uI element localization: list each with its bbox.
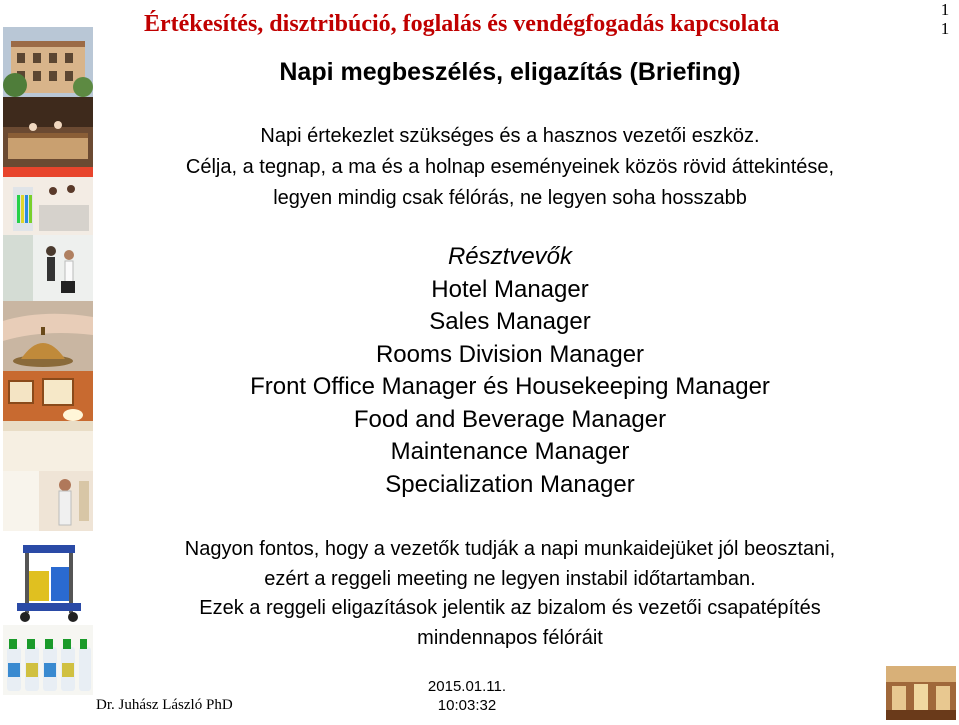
closing-line: Nagyon fontos, hogy a vezetők tudják a napi munkaidejüket jól beosztani, — [184, 538, 836, 560]
intro-paragraph — [100, 121, 920, 214]
hotel-photo-strip — [3, 27, 93, 697]
front-desk-photo — [3, 167, 93, 236]
participant-item: Hotel Manager — [431, 275, 589, 303]
intro-line: legyen mindig csak félórás, ne legyen soha hosszabb — [273, 187, 747, 209]
slide-time: 10:03:32 — [437, 697, 497, 714]
author-name: Dr. Juhász László PhD — [96, 697, 233, 713]
page-number — [938, 0, 952, 38]
closing-line: Ezek a reggeli eligazítások jelentik az bizalom és vezetői csapatépítés — [199, 597, 821, 619]
participant-item: Food and Beverage Manager — [353, 405, 667, 433]
participant-item: Rooms Division Manager — [375, 340, 645, 368]
intro-line: Célja, a tegnap, a ma és a holnap eseményeinek közös rövid áttekintése, — [185, 156, 835, 178]
participants-list — [100, 241, 920, 501]
hotel-room-photo — [3, 371, 93, 472]
page-number-line: 1 — [940, 19, 950, 38]
housekeeper-photo — [3, 471, 93, 532]
intro-line: Napi értekezlet szükséges és a hasznos vezetői eszköz. — [260, 125, 760, 147]
page-number-line: 1 — [940, 0, 950, 19]
service-bell-photo — [3, 301, 93, 372]
cleaning-products-photo — [3, 625, 93, 695]
closing-line: ezért a reggeli meeting ne legyen instabil időtartamban. — [264, 567, 756, 590]
participant-item: Front Office Manager és Housekeeping Manager — [250, 373, 770, 400]
participant-item: Specialization Manager — [385, 470, 635, 498]
hotel-lobby-photo — [886, 666, 956, 720]
participants-heading: Résztvevők — [447, 243, 573, 270]
closing-paragraph — [100, 535, 920, 653]
closing-line: mindennapos félóráit — [417, 626, 603, 649]
slide-datetime — [412, 677, 522, 715]
slide-header-title: Értékesítés, disztribúció, foglalás és vendégfogadás kapcsolata — [144, 11, 780, 37]
participant-item: Maintenance Manager — [390, 438, 630, 465]
cleaning-trolley-photo — [3, 531, 93, 626]
hotel-building-photo — [3, 27, 93, 98]
slide-date: 2015.01.11. — [427, 678, 507, 695]
reception-desk-photo — [3, 97, 93, 168]
guests-with-luggage-photo — [3, 235, 93, 302]
participant-item: Sales Manager — [429, 308, 591, 335]
slide-subtitle: Napi megbeszélés, eligazítás (Briefing) — [279, 58, 741, 86]
